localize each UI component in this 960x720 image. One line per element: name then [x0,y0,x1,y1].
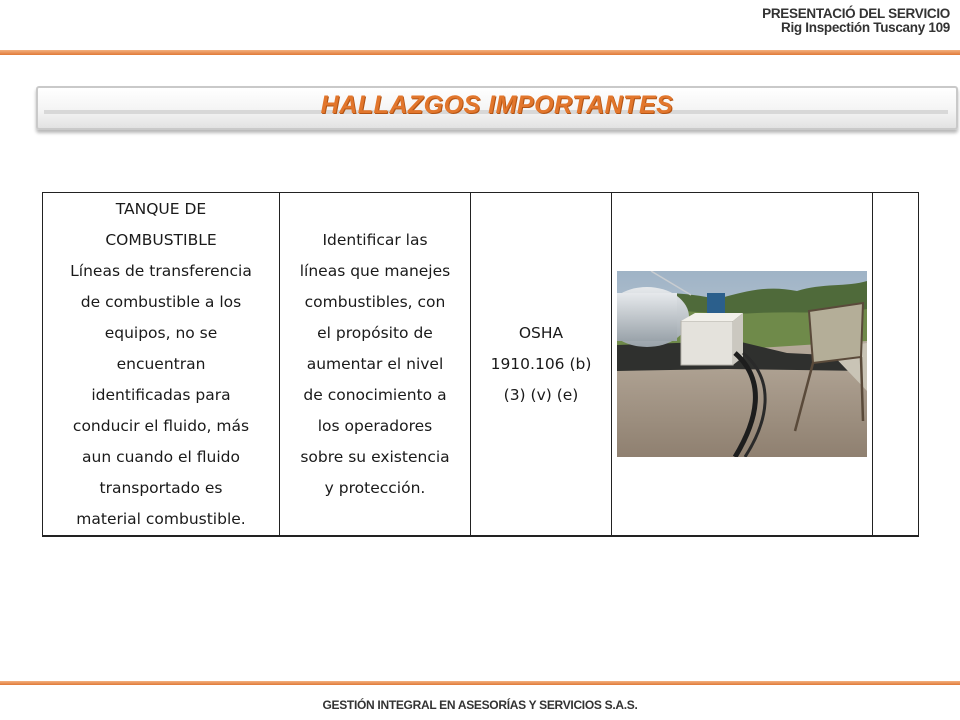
page-title: HALLAZGOS IMPORTANTES [320,91,674,119]
finding-photo-cell [612,193,873,537]
findings-table [42,192,919,537]
finding-standard: OSHA 1910.106 (b) (3) (v) (e) [471,193,612,537]
finding-recommendation: Identificar las líneas que manejes combustibles, con el propósito de aumentar el nivel de conocimiento a los operadores sobre su existencia y protección. [280,193,471,537]
header-line-1: PRESENTACIÓ DEL SERVICIO [762,6,950,21]
header-info [762,7,950,35]
top-divider [0,50,960,55]
table-empty-cell [873,193,919,537]
table-row [43,193,919,537]
title-banner [36,86,958,130]
finding-description: TANQUE DE COMBUSTIBLE Líneas de transferencia de combustible a los equipos, no se encuentran identificadas para conducir el fluido, más aun cuando el fluido transportado es material combustible. [43,193,280,537]
photo-concrete-box [681,321,733,365]
photo-panel [707,293,725,315]
bottom-divider [0,681,960,685]
footer-company: GESTIÓN INTEGRAL EN ASESORÍAS Y SERVICIOS S.A.S. [322,698,638,712]
header-line-2: Rig Inspectión Tuscany 109 [781,20,950,35]
fuel-tank-photo [617,271,867,457]
photo-sign-board [809,303,863,363]
photo-tank-body [617,293,677,341]
